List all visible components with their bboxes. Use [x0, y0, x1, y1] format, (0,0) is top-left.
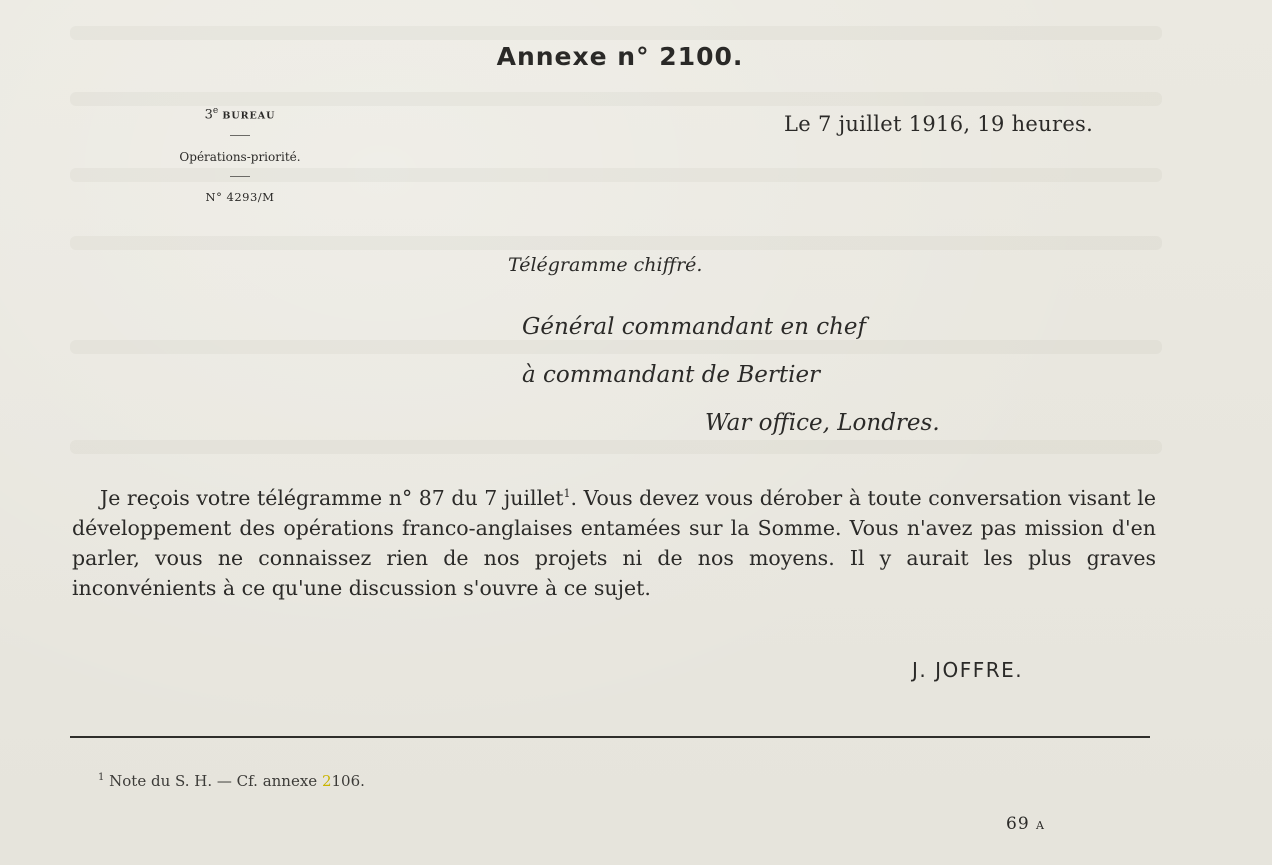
footnote-reference: 1: [563, 487, 571, 501]
footnote: [98, 772, 365, 790]
page-number-suffix: A: [1036, 819, 1045, 832]
body-part-2: . Vous devez vous dérober à toute conversation visant le développement des opérations franco-anglaises entamées sur la Somme. Vous n'avez pas mission d'en parler, vous ne connaissez rien de nos projets ni de nos moyens. Il y aurait les plus graves inconvénients à ce qu'une discussion s'ouvre à ce sujet.: [72, 486, 1156, 600]
annex-title: Annexe n° 2100.: [496, 42, 744, 71]
divider-dash: [230, 176, 250, 177]
bureau-superscript: e: [212, 106, 219, 116]
page-number-value: 69: [1006, 814, 1030, 834]
bleed-through-line: [70, 92, 1162, 106]
bleed-through-line: [70, 236, 1162, 250]
bleed-through-line: [70, 340, 1162, 354]
bureau-block: [150, 106, 330, 205]
page-number: [1006, 814, 1045, 834]
body-part-1: Je reçois votre télégramme n° 87 du 7 juillet: [100, 486, 564, 510]
footnote-text: Note du S. H. — Cf. annexe: [109, 772, 322, 790]
footnote-number: 1: [98, 772, 105, 783]
signature: J. JOFFRE.: [912, 658, 1024, 682]
reference-number: N° 4293/M: [205, 190, 275, 205]
address-to: à commandant de Bertier: [522, 362, 821, 388]
footnote-annex-mark: 2: [321, 772, 332, 790]
bureau-line: [150, 106, 330, 123]
address-from: Général commandant en chef: [522, 314, 867, 340]
footnote-rule: [70, 736, 1150, 738]
date-line: Le 7 juillet 1916, 19 heures.: [784, 112, 1094, 136]
footnote-annex-rest: 106.: [331, 772, 365, 790]
bleed-through-line: [70, 440, 1162, 454]
address-location: War office, Londres.: [705, 410, 940, 436]
bureau-label: BUREAU: [222, 110, 276, 122]
bureau-number: 3: [204, 107, 213, 123]
telegram-body: [72, 483, 1156, 603]
operations-label: Opérations-priorité.: [179, 149, 301, 164]
telegram-type: Télégramme chiffré.: [508, 254, 703, 276]
bleed-through-line: [70, 26, 1162, 40]
divider-dash: [230, 135, 250, 136]
